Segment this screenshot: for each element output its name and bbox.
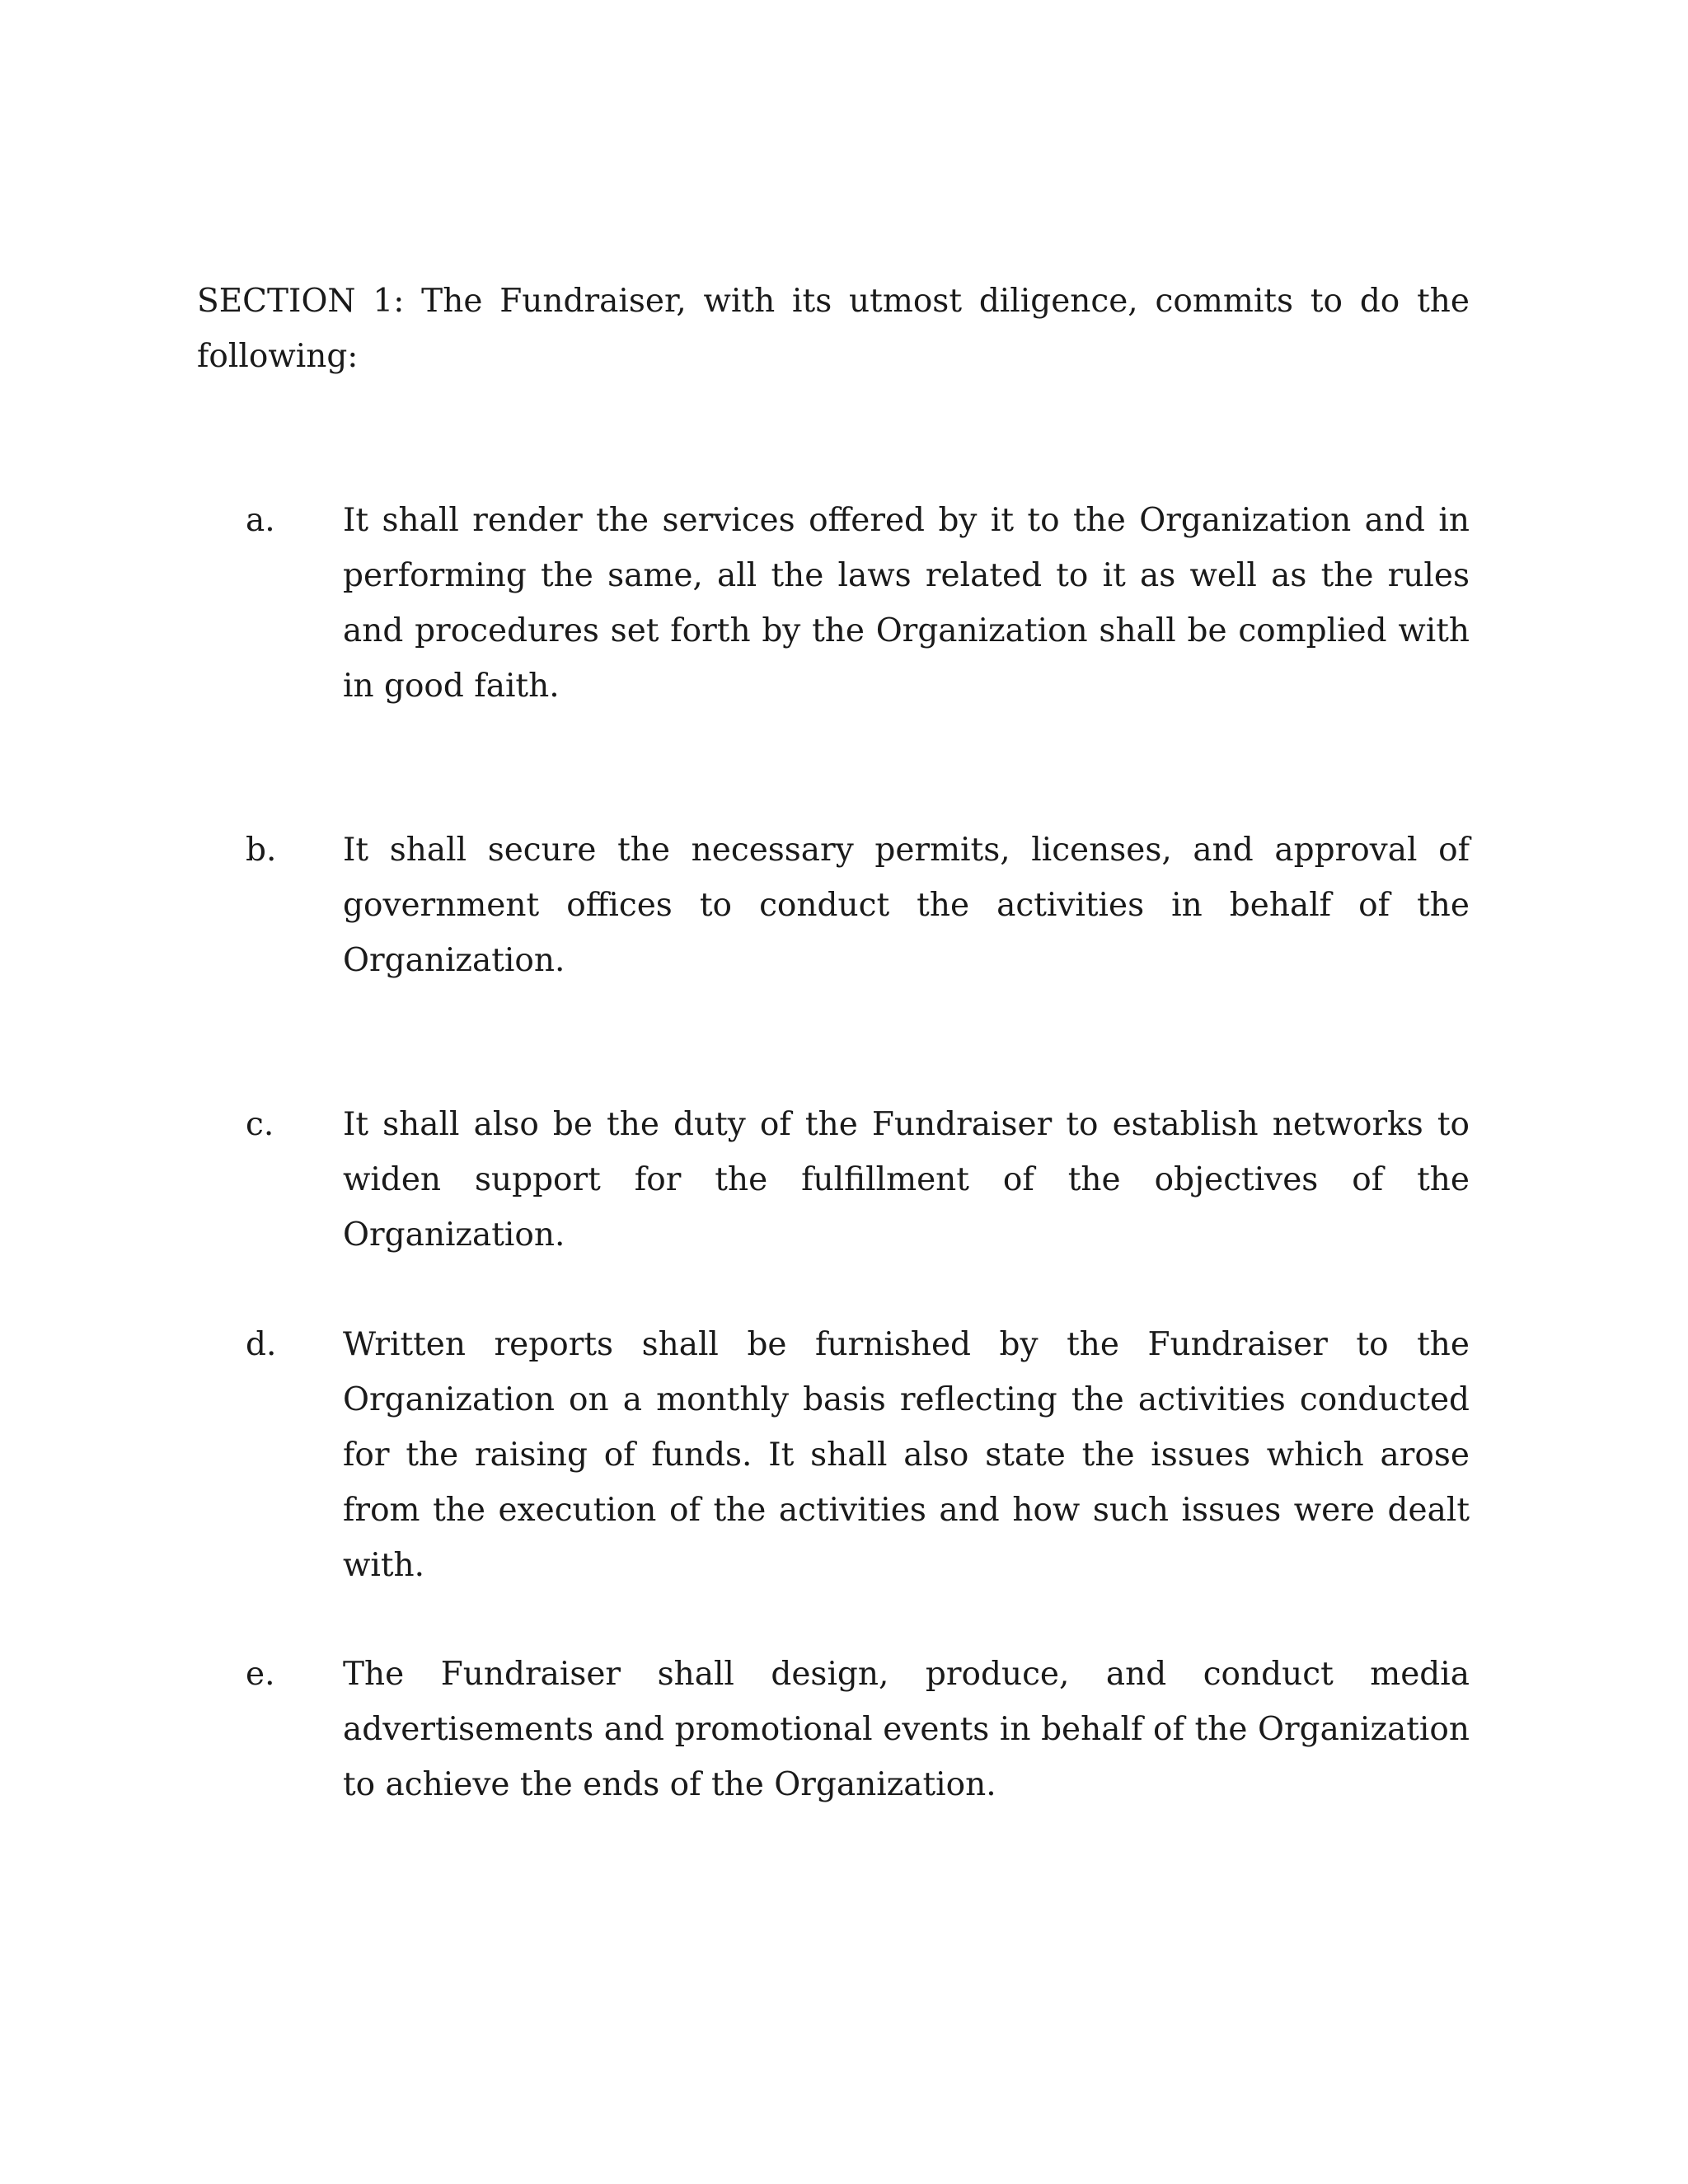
list-marker: e. xyxy=(246,1656,275,1693)
list-item-text: Written reports shall be furnished by the Fundraiser to the Organization on a monthly basis reflecting the activities conducted for the raising of funds. It shall also state the issues which arose from the execution of the activities and how such issues were dealt with. xyxy=(343,1326,1470,1584)
list-item-text: It shall also be the duty of the Fundraiser to establish networks to widen support for the fulfillment of the objectives of the Organization. xyxy=(343,1106,1470,1254)
list-item-a xyxy=(197,493,1470,714)
list-marker: c. xyxy=(246,1106,274,1143)
list-marker: a. xyxy=(246,502,275,539)
list-item-text: The Fundraiser shall design, produce, and conduct media advertisements and promotional events in behalf of the Organization to achieve the ends of the Organization. xyxy=(343,1656,1470,1803)
section-intro: SECTION 1: The Fundraiser, with its utmost diligence, commits to do the following: xyxy=(197,283,1470,375)
list-item-text: It shall secure the necessary permits, licenses, and approval of government offices to conduct the activities in behalf of the Organization. xyxy=(343,832,1470,979)
list-item-d xyxy=(197,1317,1470,1593)
list-item-c xyxy=(197,1097,1470,1263)
list-item-e xyxy=(197,1647,1470,1812)
list-item-text: It shall render the services offered by it to the Organization and in performing the same, all the laws related to it as well as the rules and procedures set forth by the Organization shall be complied with in good faith. xyxy=(343,502,1470,705)
list-marker: d. xyxy=(246,1326,277,1363)
list-item-b xyxy=(197,823,1470,988)
list-marker: b. xyxy=(246,832,277,869)
